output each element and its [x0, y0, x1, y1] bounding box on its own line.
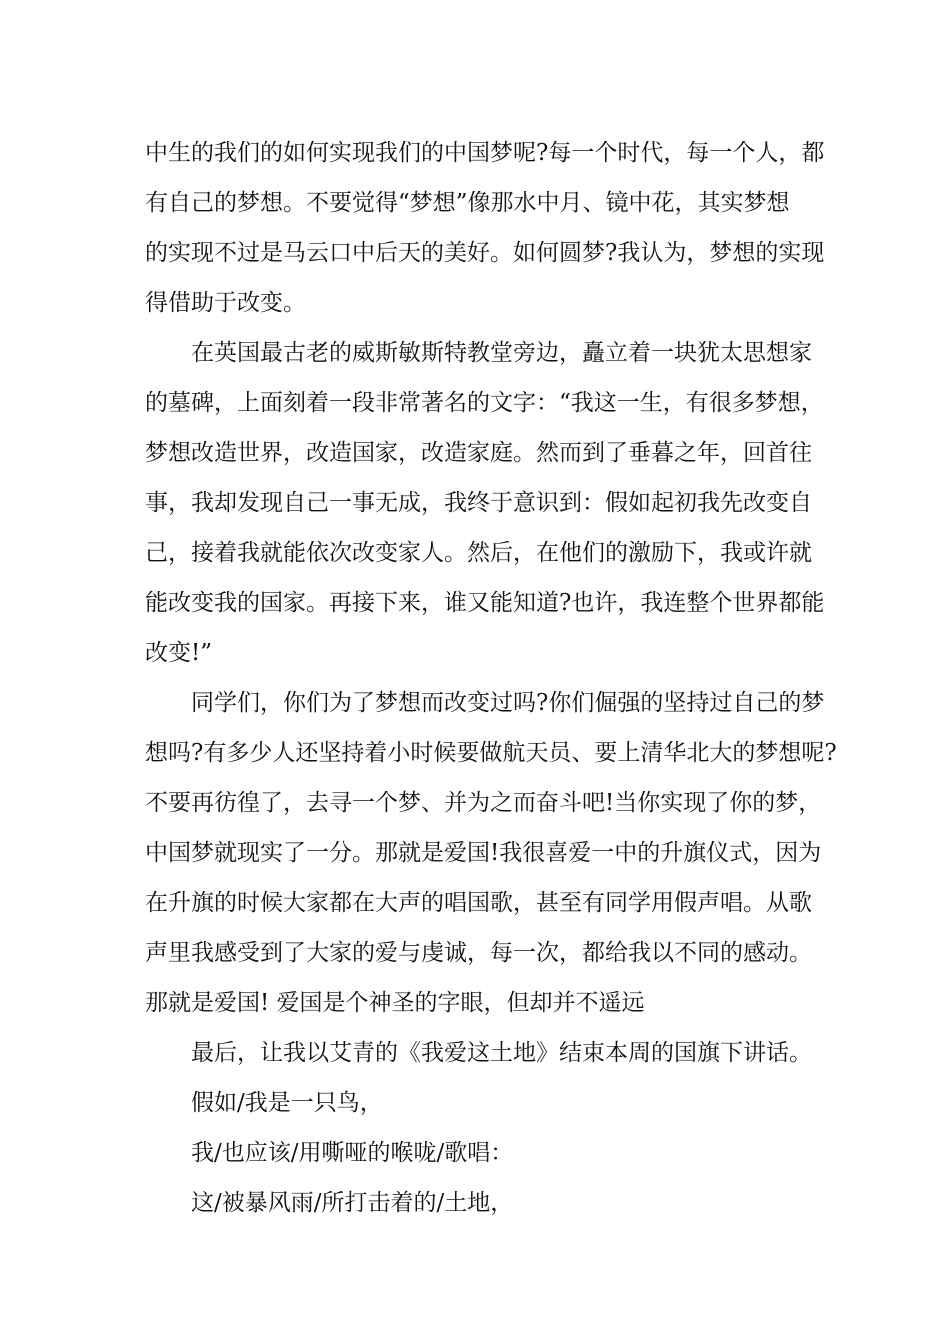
text-line: 声里我感受到了大家的爱与虔诚，每一次，都给我以不同的感动。 [145, 940, 812, 966]
poem-line-2 [145, 1128, 810, 1178]
text-line: 的墓碑，上面刻着一段非常著名的文字：“我这一生，有很多梦想， [145, 390, 824, 416]
text-line: 梦想改造世界，改造国家，改造家庭。然而到了垂暮之年，回首往 [145, 440, 812, 466]
text-line: 在升旗的时候大家都在大声的唱国歌，甚至有同学用假声唱。从歌 [145, 890, 812, 916]
text-line: 同学们，你们为了梦想而改变过吗?你们倔强的坚持过自己的梦 [191, 690, 825, 716]
text-line: 的实现不过是马云口中后天的美好。如何圆梦?我认为，梦想的实现 [145, 240, 825, 266]
poem-line-1 [145, 1078, 810, 1128]
text-line: 我/也应该/用嘶哑的喉咙/歌唱： [191, 1140, 514, 1166]
paragraph-dream-realization [145, 128, 825, 328]
text-line: 最后，让我以艾青的《我爱这土地》结束本周的国旗下讲话。 [191, 1040, 812, 1066]
text-line: 那就是爱国! 爱国是个神圣的字眼，但却并不遥远 [145, 990, 645, 1016]
text-line: 中国梦就现实了一分。那就是爱国!我很喜爱一中的升旗仪式，因为 [145, 840, 822, 866]
document-body [145, 128, 837, 1228]
text-line: 改变!” [145, 640, 213, 666]
text-line: 在英国最古老的威斯敏斯特教堂旁边，矗立着一块犹太思想家 [191, 340, 812, 366]
text-line: 事，我却发现自己一事无成，我终于意识到：假如起初我先改变自 [145, 490, 812, 516]
paragraph-closing [145, 1028, 810, 1078]
text-line: 能改变我的国家。再接下来，谁又能知道?也许，我连整个世界都能 [145, 590, 825, 616]
paragraph-westminster-epitaph [145, 328, 825, 678]
text-line: 这/被暴风雨/所打击着的/土地， [191, 1190, 514, 1216]
paragraph-patriotism [145, 678, 837, 1028]
text-line: 不要再彷徨了，去寻一个梦、并为之而奋斗吧!当你实现了你的梦， [145, 790, 822, 816]
text-line: 得借助于改变。 [145, 290, 306, 316]
text-line: 假如/我是一只鸟， [191, 1090, 383, 1116]
text-line: 想吗?有多少人还坚持着小时候要做航天员、要上清华北大的梦想呢? [145, 740, 837, 766]
text-line: 己，接着我就能依次改变家人。然后，在他们的激励下，我或许就 [145, 540, 812, 566]
poem-line-3 [145, 1178, 810, 1228]
text-line: 中生的我们的如何实现我们的中国梦呢?每一个时代，每一个人，都 [145, 140, 825, 166]
text-line: 有自己的梦想。不要觉得“梦想”像那水中月、镜中花，其实梦想 [145, 190, 790, 216]
